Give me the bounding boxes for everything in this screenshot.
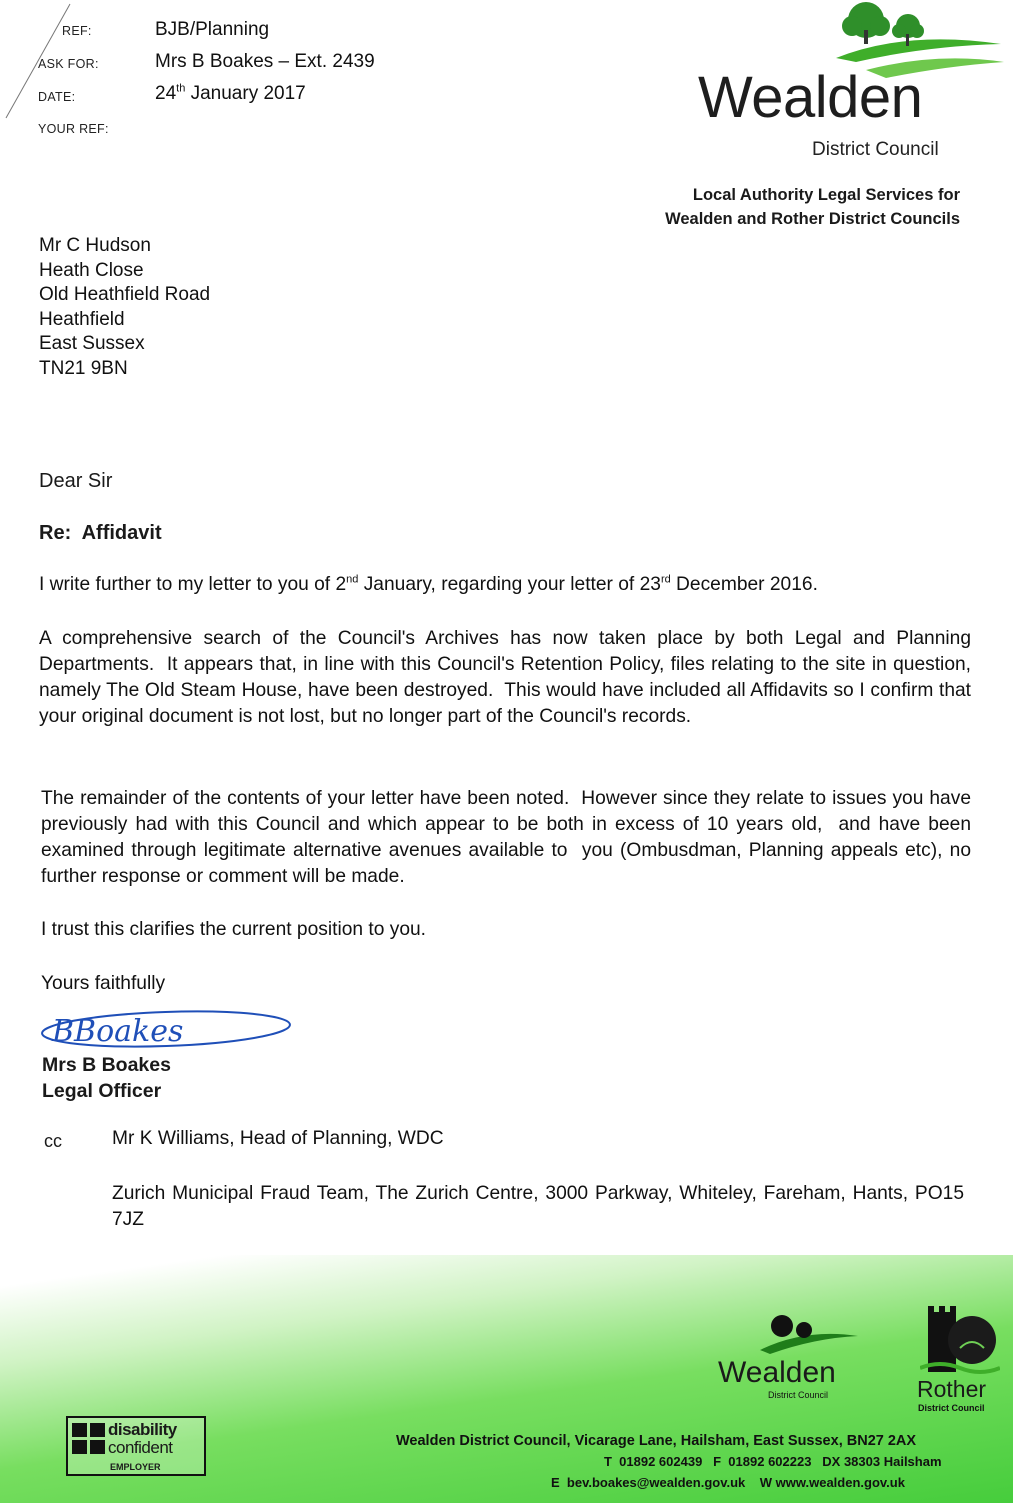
legal-services-line1: Local Authority Legal Services for xyxy=(692,186,960,204)
address-line: Heathfield xyxy=(39,308,125,330)
address-line: East Sussex xyxy=(39,333,145,354)
footer-wealden-logo-text: Wealden xyxy=(718,1356,836,1389)
footer-contact xyxy=(551,1475,905,1490)
signature-text: BBoakes xyxy=(52,1014,184,1049)
paragraph-4: I trust this clarifies the current position to you. xyxy=(41,919,426,940)
cc-label: cc xyxy=(44,1131,62,1151)
footer-rother-logo-text: Rother xyxy=(917,1376,987,1402)
footer-rother-logo-subtext: District Council xyxy=(918,1403,985,1413)
email-label: E xyxy=(551,1475,560,1490)
rother-castle-tree-icon xyxy=(920,1302,1000,1378)
address-line: Heath Close xyxy=(39,259,144,281)
subject-line: Re: Affidavit xyxy=(39,522,162,544)
wealden-logo-subtext: District Council xyxy=(812,139,939,160)
footer-wealden-logo-subtext: District Council xyxy=(768,1390,829,1400)
signer-block xyxy=(42,1052,171,1104)
your-ref-label: YOUR REF: xyxy=(38,122,109,136)
badge-line2: confident xyxy=(108,1438,173,1457)
date-value: 24th January 2017 xyxy=(155,82,306,104)
ref-value: BJB/Planning xyxy=(155,19,270,40)
ask-for-value: Mrs B Boakes – Ext. 2439 xyxy=(155,51,375,72)
ask-for-label: ASK FOR: xyxy=(38,57,99,71)
disability-confident-badge xyxy=(66,1416,206,1476)
legal-services-heading xyxy=(660,183,960,231)
salutation: Dear Sir xyxy=(39,470,113,492)
wealden-logo-text: Wealden xyxy=(698,65,923,130)
ref-label: REF: xyxy=(62,24,92,38)
footer-wealden-trees-icon xyxy=(760,1310,860,1360)
web-label: W xyxy=(759,1475,773,1490)
badge-line3: EMPLOYER xyxy=(110,1462,161,1472)
date-label: DATE: xyxy=(38,90,76,104)
address-line: TN21 9BN xyxy=(39,357,128,379)
paragraph-2: A comprehensive search of the Council's Archives has now taken place by both Legal and Planning Departments. It appears that, in line with this Council's Retention Policy, files relating to the site in question, namely The Old Steam House, have been destroyed. This would have included all Affidavits so I confirm that your original document is not lost, but no longer part of the Council's records. xyxy=(39,628,977,727)
cc-item: Mr K Williams, Head of Planning, WDC xyxy=(112,1128,444,1149)
address-line: Old Heathfield Road xyxy=(39,284,211,305)
legal-services-line2: Wealden and Rother District Councils xyxy=(665,210,960,228)
disability-confident-icon xyxy=(72,1423,106,1455)
cc-item: Zurich Municipal Fraud Team, The Zurich Centre, 3000 Parkway, Whiteley, Fareham, Hants, PO15 7JZ xyxy=(112,1183,964,1230)
badge-line1: disability xyxy=(108,1420,177,1439)
closing: Yours faithfully xyxy=(41,973,166,994)
address-line: Mr C Hudson xyxy=(39,235,151,256)
paragraph-1: I write further to my letter to you of 2nd January, regarding your letter of 23rd December 2016. xyxy=(39,573,818,595)
signer-name: Mrs B Boakes xyxy=(42,1054,171,1076)
signer-title: Legal Officer xyxy=(42,1080,162,1102)
footer-phone: T 01892 602439 F 01892 602223 DX 38303 Hailsham xyxy=(604,1454,942,1469)
footer-web-link[interactable]: www.wealden.gov.uk xyxy=(775,1475,905,1490)
paragraph-3: The remainder of the contents of your letter have been noted. However since they relate to issues you have previously had with this Council and which appear to be both in excess of 10 years old, and have been examined through legitimate alternative avenues available to you (Ombusdman, Planning appeals etc), no further response or comment will be made. xyxy=(41,788,977,887)
recipient-address xyxy=(39,234,210,381)
footer-email-link[interactable]: bev.boakes@wealden.gov.uk xyxy=(566,1475,746,1490)
footer-address: Wealden District Council, Vicarage Lane, Hailsham, East Sussex, BN27 2AX xyxy=(396,1433,917,1449)
